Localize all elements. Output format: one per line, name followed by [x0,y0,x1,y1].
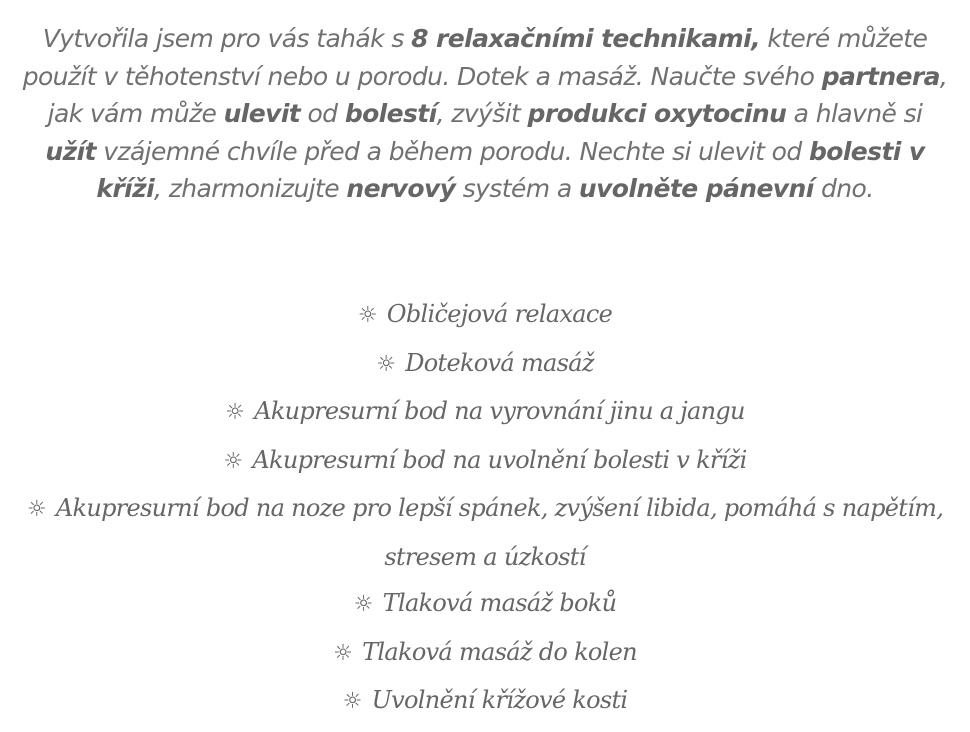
intro-emphasis: bolestí [344,99,437,128]
sun-icon: ☼ [376,351,396,377]
sun-icon: ☼ [357,303,377,328]
technique-label: Akupresurní bod na vyrovnání jinu a jangu [254,397,745,425]
sun-icon: ☼ [225,400,245,425]
sun-icon: ☼ [333,640,353,666]
intro-text: systém a [455,174,579,203]
intro-emphasis: nervový [346,174,456,203]
list-item [20,340,950,389]
intro-emphasis: užít [45,136,96,166]
intro-emphasis: bolesti v kříži [96,136,925,203]
list-item [20,580,950,629]
intro-paragraph [20,20,950,208]
intro-emphasis: uvolněte pánevní [578,174,814,203]
technique-list [20,291,950,726]
list-item [20,677,950,726]
list-item [20,485,950,580]
intro-emphasis: produkci oxytocinu [527,99,787,128]
intro-text: , zvýšit [436,99,528,128]
list-item [20,629,950,678]
sun-icon: ☼ [353,592,373,617]
list-item [20,291,950,340]
intro-text: které můžete použít v těhotenství nebo u porodu. Dotek a masáž. Naučte svého [22,24,928,91]
intro-emphasis: 8 relaxačními technikami, [411,24,760,53]
sun-icon: ☼ [342,689,362,714]
technique-label: Uvolnění křížové kosti [371,686,628,714]
intro-text: dno. [813,174,874,203]
list-item [20,437,950,486]
technique-label: Tlaková masáž boků [382,589,617,617]
technique-label: Tlaková masáž do kolen [362,637,637,666]
intro-text: od [300,99,345,128]
technique-label: Obličejová relaxace [386,300,613,328]
intro-text: , zharmonizujte [154,174,347,203]
list-item [20,388,950,437]
technique-label: Doteková masáž [405,348,594,377]
intro-text: vzájemné chvíle před a během porodu. Nechte si ulevit od [95,136,809,166]
intro-text: , jak vám může [47,61,948,128]
intro-emphasis: ulevit [223,99,301,128]
technique-label: Akupresurní bod na uvolnění bolesti v kříži [252,445,747,474]
intro-emphasis: partnera [821,61,940,91]
technique-label: Akupresurní bod na noze pro lepší spánek, zvýšení libida, pomáhá s napětím, stresem a úzkostí [55,494,944,571]
sun-icon: ☼ [223,448,243,474]
intro-text: Vytvořila jsem pro vás tahák s [42,24,412,53]
intro-text: a hlavně si [786,99,923,128]
sun-icon: ☼ [26,497,46,522]
